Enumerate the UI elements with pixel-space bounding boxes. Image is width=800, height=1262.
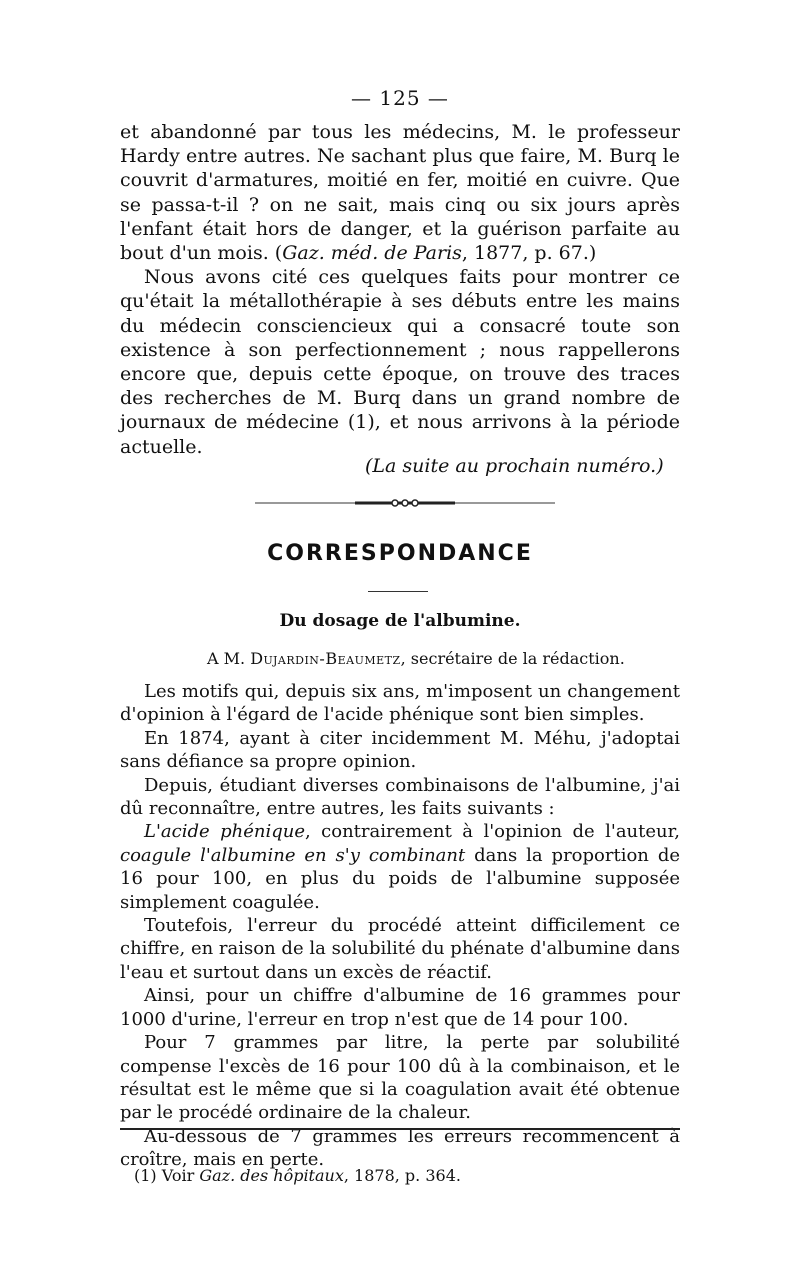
text-run: Au-dessous de 7 grammes les erreurs recommencent à croître, mais en perte. (120, 1125, 680, 1171)
letter-address (207, 649, 625, 668)
article-title: Du dosage de l'albumine. (279, 611, 521, 631)
letter-paragraph (120, 914, 680, 984)
paragraph-1 (120, 120, 680, 265)
text-run: Les motifs qui, depuis six ans, m'imposent un changement d'opinion à l'égard de l'acide phénique sont bien simples. (120, 681, 680, 726)
letter-paragraph (120, 727, 680, 774)
letter-paragraph (120, 1125, 680, 1172)
text-run: , contrairement à l'opinion de l'auteur, (304, 821, 680, 843)
to-be-continued-note: (La suite au prochain numéro.) (365, 455, 664, 477)
ornamental-divider (255, 498, 555, 508)
letter-paragraph (120, 680, 680, 727)
italic-text: Gaz. des hôpitaux (199, 1166, 344, 1185)
letter-paragraph (120, 984, 680, 1031)
letter-paragraph (120, 820, 680, 914)
text-run: dans la proportion de 16 pour 100, en plus du poids de l'albumine supposée simplement coagulée. (120, 844, 680, 913)
text-run: Pour 7 grammes par litre, la perte par solubilité compense l'excès de 16 pour 100 dû à la combinaison, et le résultat est le même que si la coagulation avait été obtenue par le procédé ordinaire de la chaleur. (120, 1032, 680, 1124)
text-run: et abandonné par tous les médecins, M. le professeur Hardy entre autres. Ne sachant plus que faire, M. Burq le couvrit d'armatures, moitié en fer, moitié en cuivre. Que se passa-t-il ? on ne sait, mais cinq ou six jours après l'enfant était hors de danger, et la guérison parfaite au bout d'un mois. ( (120, 121, 680, 265)
address-name: Dujardin-Beaumetz (250, 649, 401, 668)
text-run: En 1874, ayant à citer incidemment M. Méhu, j'adoptai sans défiance sa propre opinion. (120, 727, 680, 773)
italic-text: Gaz. méd. de Paris (282, 242, 462, 265)
paragraph-2: Nous avons cité ces quelques faits pour montrer ce qu'était la métallothérapie à ses débuts entre les mains du médecin consciencieux qui a consacré toute son existence à son perfectionnement ; nous rappellerons encore que, depuis cette époque, on trouve des traces des recherches de M. Burq dans un grand nombre de journaux de médecine (1), et nous arrivons à la période actuelle. (120, 266, 680, 458)
text-run: (1) Voir (134, 1166, 200, 1185)
text-run: , 1878, p. 364. (343, 1166, 461, 1185)
page-number: — 125 — (351, 86, 449, 110)
letter-paragraph (120, 1031, 680, 1125)
address-suffix: , secrétaire de la rédaction. (400, 649, 625, 668)
letter-body (120, 680, 680, 1172)
address-prefix: A M. (207, 649, 251, 668)
heading-rule (368, 591, 428, 592)
letter-paragraph (120, 774, 680, 821)
section-heading: CORRESPONDANCE (267, 541, 533, 566)
footnote (134, 1166, 461, 1185)
footnote-rule (120, 1128, 680, 1130)
continued-article (120, 120, 680, 459)
italic-text: L'acide phénique (144, 821, 305, 843)
text-run: Ainsi, pour un chiffre d'albumine de 16 grammes pour 1000 d'urine, l'erreur en trop n'est que de 14 pour 100. (120, 985, 680, 1030)
text-run: , 1877, p. 67.) (461, 242, 597, 265)
italic-text: coagule l'albumine en s'y combinant (120, 844, 466, 866)
text-run: Depuis, étudiant diverses combinaisons de l'albumine, j'ai dû reconnaître, entre autres, les faits suivants : (120, 774, 680, 820)
text-run: Toutefois, l'erreur du procédé atteint difficilement ce chiffre, en raison de la solubilité du phénate d'albumine dans l'eau et surtout dans un excès de réactif. (120, 915, 680, 983)
